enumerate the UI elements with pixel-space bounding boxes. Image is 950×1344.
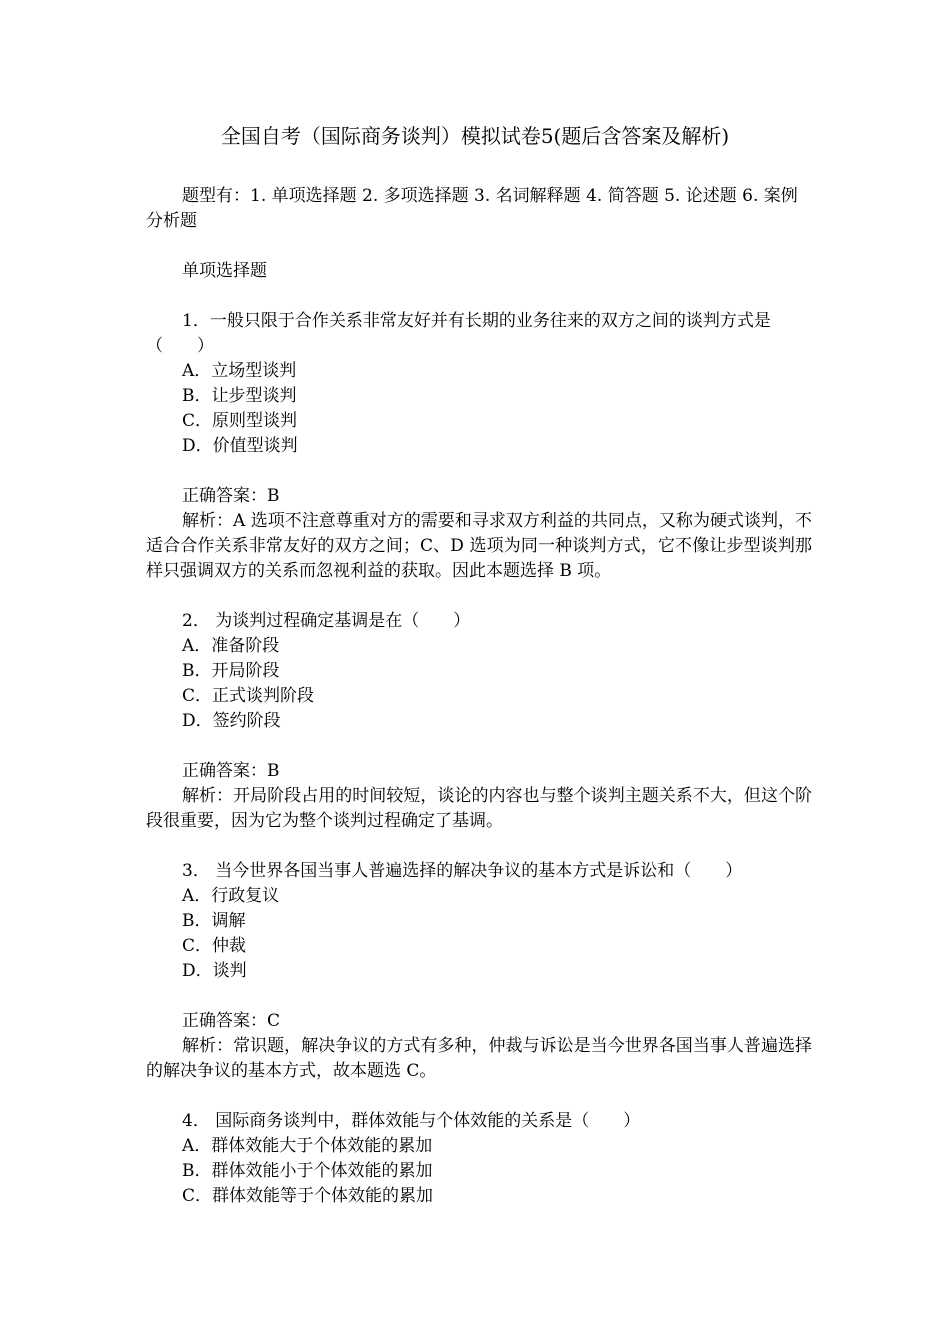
option-a: A．准备阶段: [182, 636, 280, 656]
question-3: [146, 859, 812, 1084]
option-d: D．谈判: [182, 961, 247, 981]
document-title: 全国自考（国际商务谈判）模拟试卷5(题后含答案及解析): [220, 124, 730, 148]
question-stem: 2． 为谈判过程确定基调是在（ ）: [182, 611, 471, 631]
correct-answer: 正确答案：B: [182, 761, 280, 781]
option-d: D．价值型谈判: [182, 436, 298, 456]
question-stem: 3． 当今世界各国当事人普遍选择的解决争议的基本方式是诉讼和（ ）: [182, 861, 743, 881]
option-c: C．正式谈判阶段: [182, 686, 315, 706]
option-c: C．原则型谈判: [182, 411, 298, 431]
answer-analysis: 解析：A 选项不注意尊重对方的需要和寻求双方利益的共同点，又称为硬式谈判，不适合合作关系非常友好的双方之间；C、D 选项为同一种谈判方式，它不像让步型谈判那样只强调双方的关系而忽视利益的获取。因此本题选择 B 项。: [146, 511, 812, 581]
option-list: [146, 884, 812, 984]
option-b: B．让步型谈判: [182, 386, 297, 406]
question-stem: 1．一般只限于合作关系非常友好并有长期的业务往来的双方之间的谈判方式是（ ）: [146, 311, 771, 356]
section-heading: 单项选择题: [182, 261, 267, 281]
answer-analysis: 解析：常识题，解决争议的方式有多种，仲裁与诉讼是当今世界各国当事人普遍选择的解决争议的基本方式，故本题选 C。: [146, 1036, 812, 1081]
question-stem: 4． 国际商务谈判中，群体效能与个体效能的关系是（ ）: [182, 1111, 641, 1131]
correct-answer: 正确答案：B: [182, 486, 280, 506]
option-c: C．群体效能等于个体效能的累加: [182, 1186, 434, 1206]
option-list: [146, 359, 812, 459]
question-2: [146, 609, 812, 834]
document-body: [146, 184, 812, 1234]
question-4: [146, 1109, 812, 1209]
option-d: D．签约阶段: [182, 711, 281, 731]
option-list: [146, 634, 812, 734]
option-list: [146, 1134, 812, 1209]
option-b: B．群体效能小于个体效能的累加: [182, 1161, 433, 1181]
option-a: A．行政复议: [182, 886, 280, 906]
option-b: B．调解: [182, 911, 246, 931]
answer-block: [146, 1009, 812, 1084]
answer-analysis: 解析：开局阶段占用的时间较短，谈论的内容也与整个谈判主题关系不大，但这个阶段很重要，因为它为整个谈判过程确定了基调。: [146, 786, 812, 831]
answer-block: [146, 484, 812, 584]
answer-block: [146, 759, 812, 834]
option-c: C．仲裁: [182, 936, 247, 956]
option-a: A．立场型谈判: [182, 361, 297, 381]
option-b: B．开局阶段: [182, 661, 280, 681]
question-1: [146, 309, 812, 584]
question-types: 题型有：1. 单项选择题 2. 多项选择题 3. 名词解释题 4. 简答题 5. 论述题 6. 案例分析题: [146, 186, 798, 231]
correct-answer: 正确答案：C: [182, 1011, 281, 1031]
option-a: A．群体效能大于个体效能的累加: [182, 1136, 433, 1156]
